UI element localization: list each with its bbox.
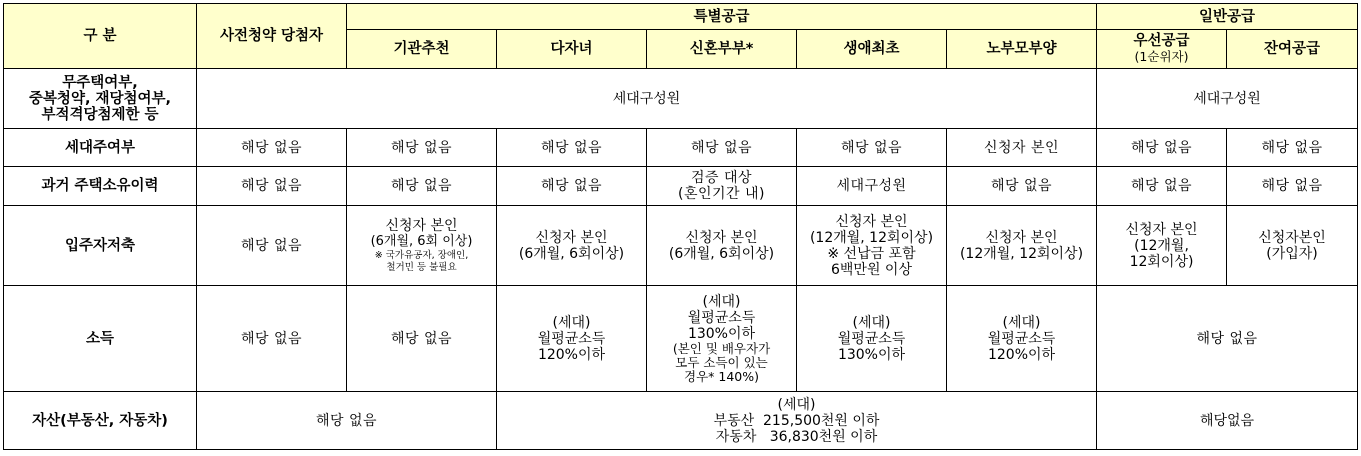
row-label: 과거 주택소유이력	[4, 167, 197, 206]
table-cell: 해당 없음	[947, 167, 1097, 206]
table-cell	[647, 286, 797, 392]
eligibility-table	[3, 3, 1358, 450]
table-cell: 해당 없음	[197, 129, 347, 167]
cell-line: 월평균소득	[987, 330, 1056, 347]
cell-line: (6개월, 6회이상)	[668, 245, 775, 262]
table-cell: 해당 없음	[197, 286, 347, 392]
table-cell	[497, 392, 1097, 450]
table-cell	[947, 286, 1097, 392]
cell-line: 신청자 본인	[685, 229, 758, 246]
row-label-line: 무주택여부,	[62, 74, 138, 91]
row-savings	[4, 206, 1358, 286]
table-cell: 해당 없음	[347, 286, 497, 392]
header-special-supply: 특별공급	[347, 4, 1097, 30]
eligibility-table-container	[3, 3, 1358, 450]
row-label-line: 부적격당첨제한 등	[41, 106, 159, 123]
header-row-1	[4, 4, 1358, 30]
table-cell	[797, 206, 947, 286]
table-cell: 해당 없음	[497, 129, 647, 167]
table-cell	[347, 206, 497, 286]
cell-line: 6백만원 이상	[831, 261, 912, 278]
header-newlywed: 신혼부부*	[647, 30, 797, 69]
table-cell	[797, 286, 947, 392]
cell-line: (세대)	[1002, 314, 1041, 331]
table-cell	[1097, 206, 1227, 286]
cell-line: 자동차 36,830천원 이하	[715, 428, 878, 445]
table-cell	[1227, 206, 1358, 286]
row-housing-history	[4, 167, 1358, 206]
cell-general-span: 세대구성원	[1097, 69, 1358, 129]
cell-line: ※ 선납금 포함	[827, 245, 916, 262]
cell-line: 신청자 본인	[985, 229, 1058, 246]
table-cell: 해당 없음	[1227, 167, 1358, 206]
cell-line: 검증 대상	[690, 170, 753, 186]
cell-note: ※ 국가유공자, 장애인,	[374, 249, 469, 261]
cell-line: (12개월,	[1134, 237, 1189, 254]
cell-line: (가입자)	[1266, 245, 1318, 262]
cell-line: 월평균소득	[837, 330, 906, 347]
header-elderly-parent: 노부모부양	[947, 30, 1097, 69]
header-pre-subscription: 사전청약 당첨자	[197, 4, 347, 69]
cell-line: 신청자 본인	[385, 217, 458, 234]
table-cell: 세대구성원	[797, 167, 947, 206]
header-general-supply: 일반공급	[1097, 4, 1358, 30]
cell-line: 신청자 본인	[1125, 221, 1198, 238]
cell-line: 신청자본인	[1258, 229, 1326, 246]
cell-line: 12회이상)	[1129, 253, 1194, 270]
cell-line: 부동산 215,500천원 이하	[713, 412, 880, 429]
cell-note: 모두 소득이 있는	[675, 354, 768, 370]
table-cell: 해당 없음	[347, 167, 497, 206]
cell-line: (6개월, 6회이상)	[518, 245, 625, 262]
cell-line: 월평균소득	[687, 309, 756, 326]
cell-line: (세대)	[702, 293, 741, 310]
cell-line: 신청자 본인	[535, 229, 608, 246]
row-income	[4, 286, 1358, 392]
table-cell	[647, 167, 797, 206]
cell-line: 120%이하	[537, 346, 606, 363]
table-cell: 해당 없음	[647, 129, 797, 167]
table-cell	[647, 206, 797, 286]
cell-line: (세대)	[552, 314, 591, 331]
cell-note: (본인 및 배우자가	[672, 340, 771, 356]
cell-line: 120%이하	[987, 346, 1056, 363]
row-label	[4, 69, 197, 129]
table-cell: 해당없음	[1097, 392, 1358, 450]
row-label: 자산(부동산, 자동차)	[4, 392, 197, 450]
cell-line: (세대)	[852, 314, 891, 331]
table-cell: 해당 없음	[1097, 286, 1358, 392]
table-cell	[497, 206, 647, 286]
cell-line: 신청자 본인	[835, 213, 908, 230]
header-priority-supply-label: 우선공급	[1133, 33, 1190, 49]
cell-line: (6개월, 6회 이상)	[370, 233, 473, 249]
cell-line: (세대)	[777, 396, 816, 413]
table-cell	[497, 286, 647, 392]
header-priority-supply-sub: (1순위자)	[1134, 49, 1189, 64]
row-label: 세대주여부	[4, 129, 197, 167]
row-household-head	[4, 129, 1358, 167]
header-agency-recommendation: 기관추천	[347, 30, 497, 69]
cell-special-span: 세대구성원	[197, 69, 1097, 129]
table-cell: 해당 없음	[197, 206, 347, 286]
row-label: 소득	[4, 286, 197, 392]
header-first-time: 생애최초	[797, 30, 947, 69]
row-label-line: 중복청약, 재당첨여부,	[28, 90, 172, 107]
table-cell: 해당 없음	[797, 129, 947, 167]
cell-line: (12개월, 12회이상)	[959, 245, 1084, 262]
table-cell: 해당 없음	[197, 392, 497, 450]
table-cell: 해당 없음	[1227, 129, 1358, 167]
header-category: 구 분	[4, 4, 197, 69]
table-cell: 해당 없음	[197, 167, 347, 206]
cell-note: 경우* 140%)	[684, 368, 759, 384]
table-cell: 해당 없음	[1097, 129, 1227, 167]
header-priority-supply	[1097, 30, 1227, 69]
header-remaining-supply: 잔여공급	[1227, 30, 1358, 69]
row-household-members	[4, 69, 1358, 129]
cell-note: 철거민 등 불필요	[386, 261, 457, 273]
cell-line: (혼인기간 내)	[678, 186, 765, 202]
cell-line: (12개월, 12회이상)	[809, 229, 934, 246]
cell-line: 130%이하	[687, 325, 756, 342]
cell-line: 월평균소득	[537, 330, 606, 347]
row-label: 입주자저축	[4, 206, 197, 286]
table-cell: 해당 없음	[497, 167, 647, 206]
cell-line: 130%이하	[837, 346, 906, 363]
table-cell: 해당 없음	[347, 129, 497, 167]
table-cell	[947, 206, 1097, 286]
table-cell: 해당 없음	[1097, 167, 1227, 206]
table-cell: 신청자 본인	[947, 129, 1097, 167]
row-assets	[4, 392, 1358, 450]
header-multi-child: 다자녀	[497, 30, 647, 69]
